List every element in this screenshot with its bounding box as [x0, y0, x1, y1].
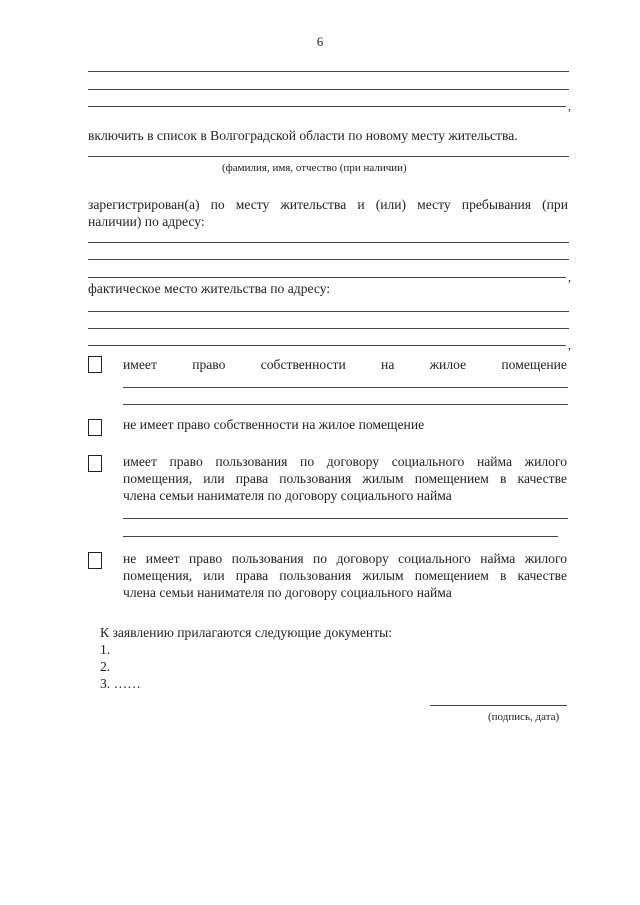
ownership-label	[123, 356, 567, 373]
blank-line	[88, 71, 569, 72]
social-use-label-line2: помещения, или права пользования жилым помещением в качестве	[123, 471, 567, 486]
social-use-line	[123, 536, 558, 537]
ownership-word: имеет	[123, 357, 157, 372]
blank-line	[88, 89, 569, 90]
ownership-checkbox[interactable]	[88, 356, 102, 373]
actual-address-line	[88, 311, 569, 312]
no-social-use-checkbox[interactable]	[88, 552, 102, 569]
social-use-label-line3: члена семьи нанимателя по договору социального найма	[123, 488, 452, 503]
no-social-use-label-line1: не имеет право пользования по договору социального найма жилого	[123, 551, 567, 566]
address-line	[88, 242, 569, 243]
no-social-use-label-line2: помещения, или права пользования жилым помещением в качестве	[123, 568, 567, 583]
signature-caption: (подпись, дата)	[488, 711, 560, 723]
comma: ,	[568, 270, 571, 284]
ownership-word: помещение	[501, 357, 567, 372]
ownership-word: на	[381, 357, 395, 372]
registered-text-line2: наличии) по адресу:	[88, 214, 205, 229]
ownership-word: собственности	[260, 357, 346, 372]
social-use-label-line1: имеет право пользования по договору социального найма жилого	[123, 454, 567, 469]
social-use-checkbox[interactable]	[88, 455, 102, 472]
actual-address-label: фактическое место жительства по адресу:	[88, 281, 331, 296]
actual-address-line	[88, 328, 569, 329]
attachment-item: 3. ……	[100, 676, 141, 691]
blank-line	[88, 106, 566, 107]
attachment-item: 2.	[100, 659, 111, 674]
attachments-heading: К заявлению прилагаются следующие документы:	[100, 625, 393, 640]
address-line	[88, 259, 569, 260]
actual-address-line	[88, 345, 566, 346]
ownership-word: право	[192, 357, 226, 372]
no-ownership-checkbox[interactable]	[88, 419, 102, 436]
no-ownership-label: не имеет право собственности на жилое помещение	[123, 417, 425, 432]
fio-line	[88, 156, 569, 157]
ownership-line	[123, 387, 568, 388]
ownership-word: жилое	[429, 357, 467, 372]
comma: ,	[568, 99, 571, 113]
registered-text-line1: зарегистрирован(а) по месту жительства и (или) месту пребывания (при	[88, 197, 568, 212]
include-in-list-text: включить в список в Волгоградской области по новому месту жительства.	[88, 128, 518, 143]
signature-line	[430, 705, 567, 706]
comma: ,	[568, 338, 571, 352]
page-number: 6	[316, 34, 324, 49]
ownership-line	[123, 404, 568, 405]
fio-caption: (фамилия, имя, отчество (при наличии)	[222, 162, 407, 174]
social-use-line	[123, 518, 568, 519]
address-line	[88, 277, 566, 278]
no-social-use-label-line3: члена семьи нанимателя по договору социального найма	[123, 585, 452, 600]
attachment-item: 1.	[100, 642, 111, 657]
